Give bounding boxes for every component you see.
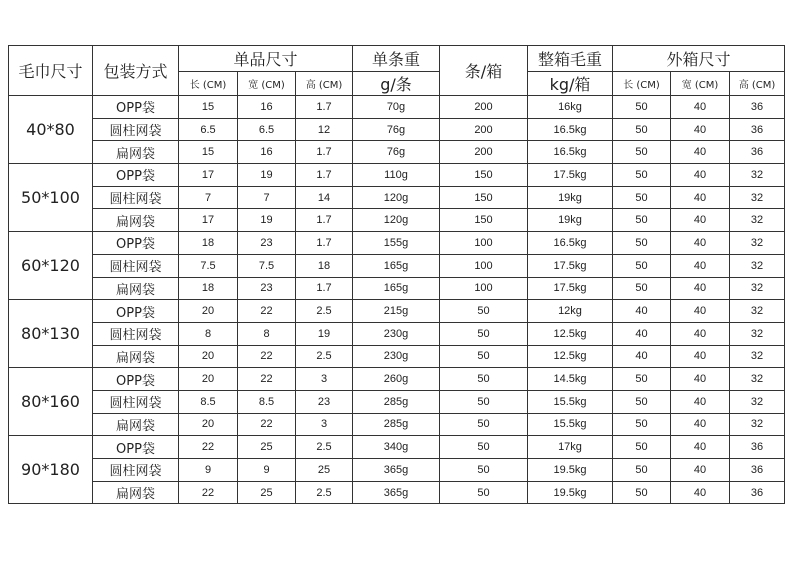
header-per-box: 条/箱: [440, 46, 528, 96]
single-width-cell: 19: [238, 164, 296, 187]
single-height-cell: 2.5: [296, 345, 353, 368]
gross-weight-cell: 16.5kg: [528, 141, 613, 164]
header-single-size: 单品尺寸: [179, 46, 353, 72]
gross-weight-cell: 12.5kg: [528, 345, 613, 368]
gross-weight-cell: 16.5kg: [528, 232, 613, 255]
header-gross-weight: 整箱毛重: [528, 46, 613, 72]
box-width-cell: 40: [671, 164, 730, 187]
table-row: [9, 459, 785, 482]
box-width-cell: 40: [671, 141, 730, 164]
packaging-cell: 圆柱网袋: [93, 254, 179, 277]
packaging-cell: 扁网袋: [93, 277, 179, 300]
gross-weight-cell: 19.5kg: [528, 481, 613, 504]
box-width-cell: 40: [671, 186, 730, 209]
box-width-cell: 40: [671, 96, 730, 119]
per-box-cell: 50: [440, 413, 528, 436]
single-width-cell: 16: [238, 96, 296, 119]
unit-weight-cell: 165g: [353, 254, 440, 277]
box-length-cell: 50: [613, 164, 671, 187]
table-row: [9, 436, 785, 459]
packaging-cell: 扁网袋: [93, 481, 179, 504]
single-height-cell: 23: [296, 390, 353, 413]
single-width-cell: 25: [238, 436, 296, 459]
packaging-cell: 圆柱网袋: [93, 118, 179, 141]
box-length-cell: 50: [613, 209, 671, 232]
box-width-cell: 40: [671, 232, 730, 255]
towel-size-cell: 80*130: [9, 300, 93, 368]
gross-weight-cell: 17.5kg: [528, 164, 613, 187]
packaging-cell: 圆柱网袋: [93, 459, 179, 482]
table-row: [9, 254, 785, 277]
unit-weight-cell: 340g: [353, 436, 440, 459]
table-row: [9, 413, 785, 436]
single-width-cell: 22: [238, 300, 296, 323]
box-width-cell: 40: [671, 322, 730, 345]
unit-weight-cell: 120g: [353, 209, 440, 232]
header-outer-box: 外箱尺寸: [613, 46, 785, 72]
gross-weight-cell: 14.5kg: [528, 368, 613, 391]
box-width-cell: 40: [671, 345, 730, 368]
box-length-cell: 40: [613, 322, 671, 345]
box-width-cell: 40: [671, 368, 730, 391]
per-box-cell: 100: [440, 254, 528, 277]
per-box-cell: 200: [440, 118, 528, 141]
table-row: [9, 390, 785, 413]
packaging-cell: 圆柱网袋: [93, 322, 179, 345]
per-box-cell: 100: [440, 277, 528, 300]
single-height-cell: 14: [296, 186, 353, 209]
header-sub-height: 高 (CM): [296, 72, 353, 96]
packaging-cell: OPP袋: [93, 300, 179, 323]
packaging-cell: OPP袋: [93, 164, 179, 187]
single-width-cell: 9: [238, 459, 296, 482]
per-box-cell: 50: [440, 459, 528, 482]
table-row: [9, 300, 785, 323]
header-sub-box-width: 宽 (CM): [671, 72, 730, 96]
box-length-cell: 50: [613, 96, 671, 119]
box-width-cell: 40: [671, 390, 730, 413]
box-width-cell: 40: [671, 436, 730, 459]
unit-weight-cell: 155g: [353, 232, 440, 255]
box-width-cell: 40: [671, 459, 730, 482]
per-box-cell: 150: [440, 186, 528, 209]
gross-weight-cell: 19kg: [528, 209, 613, 232]
box-length-cell: 50: [613, 118, 671, 141]
single-height-cell: 1.7: [296, 232, 353, 255]
single-length-cell: 8: [179, 322, 238, 345]
table-row: [9, 345, 785, 368]
per-box-cell: 50: [440, 300, 528, 323]
per-box-cell: 150: [440, 209, 528, 232]
single-height-cell: 1.7: [296, 164, 353, 187]
box-width-cell: 40: [671, 481, 730, 504]
gross-weight-cell: 16kg: [528, 96, 613, 119]
single-height-cell: 18: [296, 254, 353, 277]
gross-weight-cell: 16.5kg: [528, 118, 613, 141]
packaging-cell: 扁网袋: [93, 209, 179, 232]
box-height-cell: 32: [730, 368, 785, 391]
box-height-cell: 32: [730, 186, 785, 209]
header-sub-box-length: 长 (CM): [613, 72, 671, 96]
box-length-cell: 50: [613, 413, 671, 436]
box-height-cell: 32: [730, 413, 785, 436]
single-length-cell: 20: [179, 300, 238, 323]
single-length-cell: 8.5: [179, 390, 238, 413]
unit-weight-cell: 230g: [353, 322, 440, 345]
unit-weight-cell: 215g: [353, 300, 440, 323]
table-row: [9, 118, 785, 141]
single-width-cell: 22: [238, 413, 296, 436]
packaging-cell: 扁网袋: [93, 141, 179, 164]
box-width-cell: 40: [671, 209, 730, 232]
per-box-cell: 50: [440, 322, 528, 345]
single-width-cell: 16: [238, 141, 296, 164]
unit-weight-cell: 76g: [353, 141, 440, 164]
single-length-cell: 18: [179, 277, 238, 300]
single-length-cell: 20: [179, 413, 238, 436]
single-length-cell: 17: [179, 164, 238, 187]
box-height-cell: 32: [730, 345, 785, 368]
packaging-cell: OPP袋: [93, 96, 179, 119]
single-length-cell: 15: [179, 141, 238, 164]
box-height-cell: 32: [730, 300, 785, 323]
header-gross-unit: kg/箱: [528, 72, 613, 96]
box-height-cell: 32: [730, 277, 785, 300]
unit-weight-cell: 365g: [353, 481, 440, 504]
header-sub-box-height: 高 (CM): [730, 72, 785, 96]
towel-size-cell: 60*120: [9, 232, 93, 300]
single-height-cell: 2.5: [296, 481, 353, 504]
packaging-cell: 扁网袋: [93, 345, 179, 368]
unit-weight-cell: 110g: [353, 164, 440, 187]
header-sub-length: 长 (CM): [179, 72, 238, 96]
per-box-cell: 100: [440, 232, 528, 255]
box-width-cell: 40: [671, 277, 730, 300]
towel-size-cell: 50*100: [9, 164, 93, 232]
per-box-cell: 50: [440, 436, 528, 459]
box-length-cell: 40: [613, 300, 671, 323]
box-width-cell: 40: [671, 254, 730, 277]
per-box-cell: 200: [440, 141, 528, 164]
box-length-cell: 50: [613, 436, 671, 459]
gross-weight-cell: 15.5kg: [528, 390, 613, 413]
box-height-cell: 36: [730, 459, 785, 482]
single-width-cell: 19: [238, 209, 296, 232]
single-height-cell: 25: [296, 459, 353, 482]
packaging-cell: 圆柱网袋: [93, 390, 179, 413]
box-height-cell: 36: [730, 118, 785, 141]
box-width-cell: 40: [671, 300, 730, 323]
box-height-cell: 32: [730, 322, 785, 345]
single-width-cell: 7.5: [238, 254, 296, 277]
single-width-cell: 7: [238, 186, 296, 209]
single-width-cell: 8.5: [238, 390, 296, 413]
unit-weight-cell: 260g: [353, 368, 440, 391]
table-row: [9, 209, 785, 232]
gross-weight-cell: 17.5kg: [528, 254, 613, 277]
single-length-cell: 20: [179, 345, 238, 368]
box-height-cell: 32: [730, 232, 785, 255]
header-sub-width: 宽 (CM): [238, 72, 296, 96]
box-height-cell: 32: [730, 209, 785, 232]
packaging-spec-table: [8, 45, 785, 504]
single-width-cell: 6.5: [238, 118, 296, 141]
unit-weight-cell: 285g: [353, 390, 440, 413]
single-height-cell: 1.7: [296, 141, 353, 164]
single-width-cell: 23: [238, 277, 296, 300]
box-length-cell: 50: [613, 481, 671, 504]
unit-weight-cell: 70g: [353, 96, 440, 119]
single-height-cell: 1.7: [296, 209, 353, 232]
gross-weight-cell: 19.5kg: [528, 459, 613, 482]
table-row: [9, 141, 785, 164]
box-length-cell: 50: [613, 141, 671, 164]
single-width-cell: 25: [238, 481, 296, 504]
unit-weight-cell: 120g: [353, 186, 440, 209]
table-body: [9, 96, 785, 504]
single-width-cell: 8: [238, 322, 296, 345]
towel-size-cell: 40*80: [9, 96, 93, 164]
box-length-cell: 50: [613, 277, 671, 300]
unit-weight-cell: 230g: [353, 345, 440, 368]
single-height-cell: 19: [296, 322, 353, 345]
gross-weight-cell: 17.5kg: [528, 277, 613, 300]
box-height-cell: 32: [730, 164, 785, 187]
header-packaging: 包装方式: [93, 46, 179, 96]
single-length-cell: 6.5: [179, 118, 238, 141]
single-length-cell: 17: [179, 209, 238, 232]
per-box-cell: 200: [440, 96, 528, 119]
box-height-cell: 36: [730, 96, 785, 119]
single-length-cell: 7.5: [179, 254, 238, 277]
table-row: [9, 277, 785, 300]
gross-weight-cell: 12.5kg: [528, 322, 613, 345]
single-length-cell: 20: [179, 368, 238, 391]
gross-weight-cell: 19kg: [528, 186, 613, 209]
packaging-cell: OPP袋: [93, 232, 179, 255]
box-height-cell: 36: [730, 436, 785, 459]
single-length-cell: 18: [179, 232, 238, 255]
single-height-cell: 2.5: [296, 436, 353, 459]
table-row: [9, 368, 785, 391]
box-height-cell: 36: [730, 481, 785, 504]
box-height-cell: 36: [730, 141, 785, 164]
table-row: [9, 186, 785, 209]
per-box-cell: 50: [440, 345, 528, 368]
unit-weight-cell: 285g: [353, 413, 440, 436]
table-row: [9, 481, 785, 504]
unit-weight-cell: 76g: [353, 118, 440, 141]
header-unit-weight: 单条重: [353, 46, 440, 72]
box-length-cell: 50: [613, 254, 671, 277]
packaging-cell: 扁网袋: [93, 413, 179, 436]
table-row: [9, 322, 785, 345]
single-length-cell: 7: [179, 186, 238, 209]
gross-weight-cell: 17kg: [528, 436, 613, 459]
single-length-cell: 22: [179, 436, 238, 459]
table-row: [9, 232, 785, 255]
single-length-cell: 22: [179, 481, 238, 504]
box-length-cell: 50: [613, 459, 671, 482]
towel-size-cell: 90*180: [9, 436, 93, 504]
single-width-cell: 22: [238, 345, 296, 368]
single-height-cell: 1.7: [296, 277, 353, 300]
per-box-cell: 50: [440, 390, 528, 413]
single-height-cell: 12: [296, 118, 353, 141]
box-height-cell: 32: [730, 390, 785, 413]
single-width-cell: 22: [238, 368, 296, 391]
header-weight-unit: g/条: [353, 72, 440, 96]
box-width-cell: 40: [671, 413, 730, 436]
box-length-cell: 50: [613, 390, 671, 413]
unit-weight-cell: 165g: [353, 277, 440, 300]
box-length-cell: 50: [613, 186, 671, 209]
box-height-cell: 32: [730, 254, 785, 277]
box-length-cell: 50: [613, 368, 671, 391]
gross-weight-cell: 15.5kg: [528, 413, 613, 436]
single-width-cell: 23: [238, 232, 296, 255]
packaging-cell: OPP袋: [93, 436, 179, 459]
towel-size-cell: 80*160: [9, 368, 93, 436]
single-length-cell: 15: [179, 96, 238, 119]
table-header: [9, 46, 785, 96]
single-height-cell: 1.7: [296, 96, 353, 119]
per-box-cell: 50: [440, 368, 528, 391]
single-height-cell: 3: [296, 413, 353, 436]
box-width-cell: 40: [671, 118, 730, 141]
table-row: [9, 164, 785, 187]
per-box-cell: 150: [440, 164, 528, 187]
per-box-cell: 50: [440, 481, 528, 504]
header-towel-size: 毛巾尺寸: [9, 46, 93, 96]
box-length-cell: 40: [613, 345, 671, 368]
unit-weight-cell: 365g: [353, 459, 440, 482]
packaging-cell: 圆柱网袋: [93, 186, 179, 209]
gross-weight-cell: 12kg: [528, 300, 613, 323]
packaging-cell: OPP袋: [93, 368, 179, 391]
single-height-cell: 2.5: [296, 300, 353, 323]
box-length-cell: 50: [613, 232, 671, 255]
table-row: [9, 96, 785, 119]
single-height-cell: 3: [296, 368, 353, 391]
single-length-cell: 9: [179, 459, 238, 482]
